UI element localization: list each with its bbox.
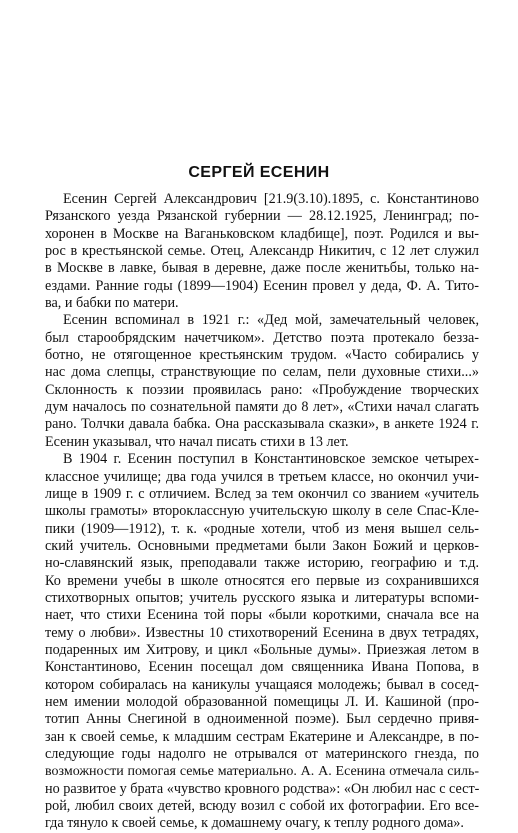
text-line: но развитое у брата «чувство кровного родства»: «Он любил нас с сест- <box>45 780 480 797</box>
text-line: пики (1909—1912), т. к. «родные хотели, чтоб из меня вышел сель- <box>45 520 479 537</box>
text-line: ский учитель. Основными предметами были Закон Божий и церков- <box>45 537 479 554</box>
text-line: дум началось по сознательной памяти до 8 лет», «Стихи начал слагать <box>45 399 479 416</box>
text-line: лище в 1909 г. с отличием. Вслед за тем окончил со званием «учитель <box>45 485 479 502</box>
text-line: зан к своей семье, к младшим сестрам Екатерине и Александре, в по- <box>45 728 479 745</box>
text-line: рос в крестьянской семье. Отец, Александр Никитич, с 12 лет служил <box>45 243 479 260</box>
text-line: Склонность к поэзии проявилась рано: «Пробуждение творческих <box>45 381 479 398</box>
text-line: классное училище; два года учился в третьем классе, но окончил учи- <box>45 468 479 485</box>
text-line: Константиново, Есенин посещал дом священника Ивана Попова, в <box>45 659 479 676</box>
text-line: В 1904 г. Есенин поступил в Константиновское земское четырех- <box>63 451 479 468</box>
text-line: хоронен в Москве на Ваганьковском кладбище], поэт. Родился и вы- <box>45 225 479 242</box>
text-line: ва, и бабки по матери. <box>45 295 179 312</box>
text-line: ездами. Ранние годы (1899—1904) Есенин провел у деда, Ф. А. Тито- <box>45 277 479 294</box>
text-line: гда тянуло к своей семье, к домашнему очагу, к теплу родного дома». <box>45 815 464 832</box>
paragraph <box>45 312 479 451</box>
text-line: тотип Анны Снегиной в одноименной поэме). Был сердечно привя- <box>45 711 479 728</box>
text-line: стихотворных опытов; учитель русского языка и литературы вспоми- <box>45 589 479 606</box>
text-line: котором собиралась на каникулы учащаяся молодежь; бывал в сосед- <box>45 676 479 693</box>
text-line: следующие годы надолго не отрывался от материнского гнезда, по <box>45 746 479 762</box>
text-line: ботно, не отягощенное крестьянским трудом. «Часто собирались у <box>45 347 479 364</box>
text-line: рано. Толчки давала бабка. Она рассказывала сказки», в анкете 1924 г. <box>45 416 479 433</box>
body-text <box>45 191 479 833</box>
text-line: Есенин вспоминал в 1921 г.: «Дед мой, замечательный человек, <box>63 312 479 329</box>
text-line: но-славянский язык, преподавали также историю, географию и т.д. <box>45 555 479 572</box>
text-line: нает, что стихи Есенина той поры «были короткими, сначала все на <box>45 607 479 624</box>
text-line: в Москве в лавке, бывая в деревне, даже после женитьбы, только на- <box>45 260 479 277</box>
text-line: Ко времени учебы в школе относятся его первые из сохранившихся <box>45 572 479 589</box>
text-line: рой, любил своих детей, всюду возил с собой их фотографии. Его все- <box>45 798 479 815</box>
text-line: нас дома слепцы, странствующие по селам, пели духовные стихи...» <box>45 364 479 381</box>
text-line: Есенин указывал, что начал писать стихи в 13 лет. <box>45 433 349 450</box>
text-line: тему о любви». Известны 10 стихотворений Есенина в двух тетрадях, <box>45 624 479 641</box>
text-line: возможности помогая семье материально. А. А. Есенина отмечала силь- <box>45 764 479 780</box>
text-line: был старообрядским начетчиком». Детство поэта протекало безза- <box>45 329 479 346</box>
text-line: подаренных им Хитрову, и цикл «Больные думы». Приезжая летом в <box>45 641 479 658</box>
text-line: нем имении молодой образованной помещицы Л. И. Кашиной (про- <box>45 693 479 710</box>
text-line: школы грамоты» второклассную учительскую школу в селе Спас-Кле- <box>45 503 479 520</box>
chapter-title: СЕРГЕЙ ЕСЕНИН <box>188 164 330 181</box>
paragraph <box>45 191 479 312</box>
text-line: Есенин Сергей Александрович [21.9(3.10).1895, с. Константиново <box>63 191 479 207</box>
text-line: Рязанского уезда Рязанской губернии — 28.12.1925, Ленинград; по- <box>45 208 479 225</box>
paragraph <box>45 451 479 833</box>
